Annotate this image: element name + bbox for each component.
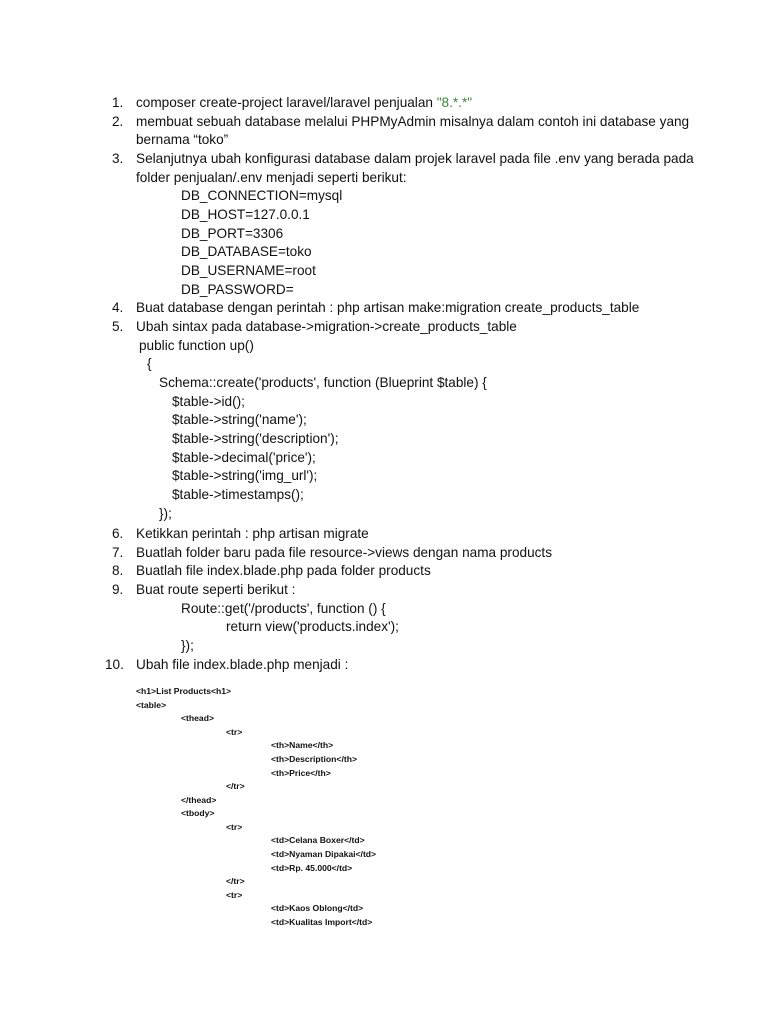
step-text: Buatlah file index.blade.php pada folder products bbox=[136, 563, 431, 578]
code-line: Schema::create('products', function (Blueprint $table) { bbox=[159, 375, 487, 390]
step-number: 2. bbox=[112, 114, 124, 129]
step-text-line: folder penjualan/.env menjadi seperti berikut: bbox=[136, 170, 407, 185]
code-line: $table->id(); bbox=[172, 394, 245, 409]
step-text: Buatlah folder baru pada file resource->views dengan nama products bbox=[136, 545, 552, 560]
env-line: DB_DATABASE=toko bbox=[181, 244, 312, 259]
code-line: $table->string('description'); bbox=[172, 431, 339, 446]
code-line: }); bbox=[159, 506, 172, 521]
step-number: 4. bbox=[112, 300, 124, 315]
blade-line: <td>Rp. 45.000</td> bbox=[271, 863, 353, 873]
env-line: DB_PASSWORD= bbox=[181, 282, 294, 297]
blade-line: <thead> bbox=[181, 713, 214, 723]
env-line: DB_CONNECTION=mysql bbox=[181, 188, 343, 203]
step-number: 1. bbox=[112, 95, 124, 110]
step-text: Buat database dengan perintah : php artisan make:migration create_products_table bbox=[136, 300, 640, 315]
blade-line: <td>Celana Boxer</td> bbox=[271, 835, 365, 845]
blade-line: </tr> bbox=[226, 876, 245, 886]
env-line: DB_USERNAME=root bbox=[181, 263, 316, 278]
blade-line: <h1>List Products<h1> bbox=[136, 686, 232, 696]
step-text-line: membuat sebuah database melalui PHPMyAdmin misalnya dalam contoh ini database yang bbox=[136, 114, 690, 129]
step-text: Ketikkan perintah : php artisan migrate bbox=[136, 526, 369, 541]
env-line: DB_HOST=127.0.0.1 bbox=[181, 207, 310, 222]
env-line: DB_PORT=3306 bbox=[181, 226, 284, 241]
step-text: Ubah file index.blade.php menjadi : bbox=[136, 657, 349, 672]
step-number: 5. bbox=[112, 319, 124, 334]
step-number: 10. bbox=[105, 657, 124, 672]
blade-line: <th>Name</th> bbox=[271, 740, 334, 750]
step-number: 6. bbox=[112, 526, 124, 541]
blade-line: <th>Description</th> bbox=[271, 754, 357, 764]
blade-line: <td>Nyaman Dipakai</td> bbox=[271, 849, 377, 859]
blade-line: <tr> bbox=[226, 890, 243, 900]
blade-line: <td>Kaos Oblong</td> bbox=[271, 903, 364, 913]
code-line: public function up() bbox=[139, 338, 254, 353]
code-line: Route::get('/products', function () { bbox=[181, 601, 386, 616]
step-number: 9. bbox=[112, 582, 124, 597]
blade-line: </thead> bbox=[181, 795, 217, 805]
blade-line: </tr> bbox=[226, 781, 245, 791]
blade-line: <td>Kualitas Import</td> bbox=[271, 917, 373, 927]
blade-line: <th>Price</th> bbox=[271, 768, 331, 778]
blade-line: <table> bbox=[136, 700, 167, 710]
step-1-text: composer create-project laravel/laravel penjualan bbox=[136, 95, 437, 110]
code-line: $table->decimal('price'); bbox=[172, 450, 316, 465]
step-text bbox=[136, 94, 472, 112]
blade-line: <tr> bbox=[226, 822, 243, 832]
blade-line: <tbody> bbox=[181, 808, 215, 818]
code-line: $table->timestamps(); bbox=[172, 487, 304, 502]
step-text: Ubah sintax pada database->migration->create_products_table bbox=[136, 319, 517, 334]
code-line: { bbox=[147, 356, 152, 371]
code-line: $table->string('name'); bbox=[172, 412, 307, 427]
step-number: 8. bbox=[112, 563, 124, 578]
step-text: Buat route seperti berikut : bbox=[136, 582, 296, 597]
step-number: 3. bbox=[112, 151, 124, 166]
step-number: 7. bbox=[112, 545, 124, 560]
code-line: }); bbox=[181, 638, 194, 653]
code-line: return view('products.index'); bbox=[226, 619, 399, 634]
step-text-line: bernama “toko” bbox=[136, 132, 229, 147]
step-text-line: Selanjutnya ubah konfigurasi database dalam projek laravel pada file .env yang berada pada bbox=[136, 151, 694, 166]
code-line: $table->string('img_url'); bbox=[172, 468, 318, 483]
version-string: "8.*.*" bbox=[436, 95, 473, 110]
blade-line: <tr> bbox=[226, 727, 243, 737]
